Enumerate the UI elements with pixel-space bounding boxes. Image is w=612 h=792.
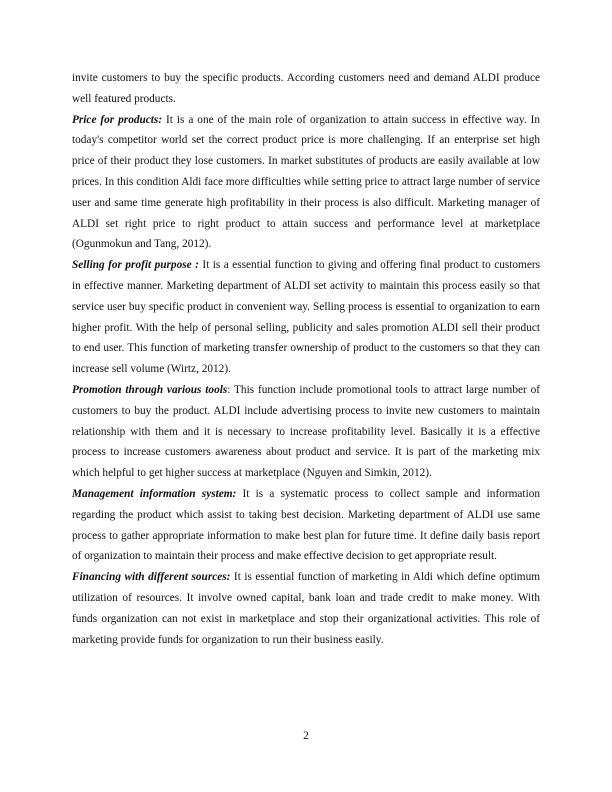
section-heading: Selling for profit purpose : bbox=[72, 259, 199, 272]
section-body: It is essential function of marketing in Aldi which define optimum utilization of resources. It involve owned capital, bank loan and trade credit to make money. With funds organization can not exist in marketplace and stop their organizational activities. This role of marketing provide funds for organization to run their business easily. bbox=[72, 571, 541, 646]
intro-text: invite customers to buy the specific products. According customers need and demand ALDI produce well featured products. bbox=[72, 72, 540, 105]
section-selling-for-profit bbox=[72, 255, 540, 380]
page-number: 2 bbox=[303, 730, 309, 742]
document-body bbox=[72, 68, 540, 650]
section-price-for-products bbox=[72, 110, 540, 256]
section-body: It is a essential function to giving and offering final product to customers in effective manner. Marketing department of ALDI set activity to maintain this process easily so that service user buy specific product in convenient way. Selling process is essential to organization to earn higher profit. With the help of personal selling, publicity and sales promotion ALDI sell their product to end user. This function of marketing transfer ownership of product to the customers so that they can increase sell volume (Wirtz, 2012). bbox=[72, 259, 541, 376]
section-promotion-tools bbox=[72, 380, 540, 484]
section-body: It is a one of the main role of organization to attain success in effective way. In today's competitor world set the correct product price is more challenging. If an enterprise set high price of their product they lose customers. In market substitutes of products are easily available at low prices. In this condition Aldi face more difficulties while setting price to attract large number of service user and same time generate high profitability in their process is also difficult. Marketing manager of ALDI set right price to right product to attain success and performance level at marketplace (Ogunmokun and Tang, 2012). bbox=[72, 113, 540, 251]
section-heading: Management information system: bbox=[72, 487, 237, 500]
section-heading: Promotion through various tools bbox=[72, 383, 228, 396]
section-heading: Financing with different sources: bbox=[72, 571, 231, 584]
section-management-information-system bbox=[72, 484, 540, 567]
section-heading: Price for products: bbox=[72, 113, 163, 126]
section-body: It is a systematic process to collect sample and information regarding the product which assist to taking best decision. Marketing department of ALDI use same process to gather appropriate information to make best plan for future time. It define daily basis report of organization to maintain their process and make effective decision to get appropriate result. bbox=[72, 487, 541, 563]
section-body: : This function include promotional tools to attract large number of customers to buy the product. ALDI include advertising process to invite new customers to maintain relationship with them and it is necessary to increase profitability level. Basically it is a effective process to increase customers awareness about product and service. It is part of the marketing mix which helpful to get higher success at marketplace (Nguyen and Simkin, 2012). bbox=[72, 383, 540, 480]
intro-paragraph bbox=[72, 68, 540, 110]
section-financing-sources bbox=[72, 567, 540, 650]
